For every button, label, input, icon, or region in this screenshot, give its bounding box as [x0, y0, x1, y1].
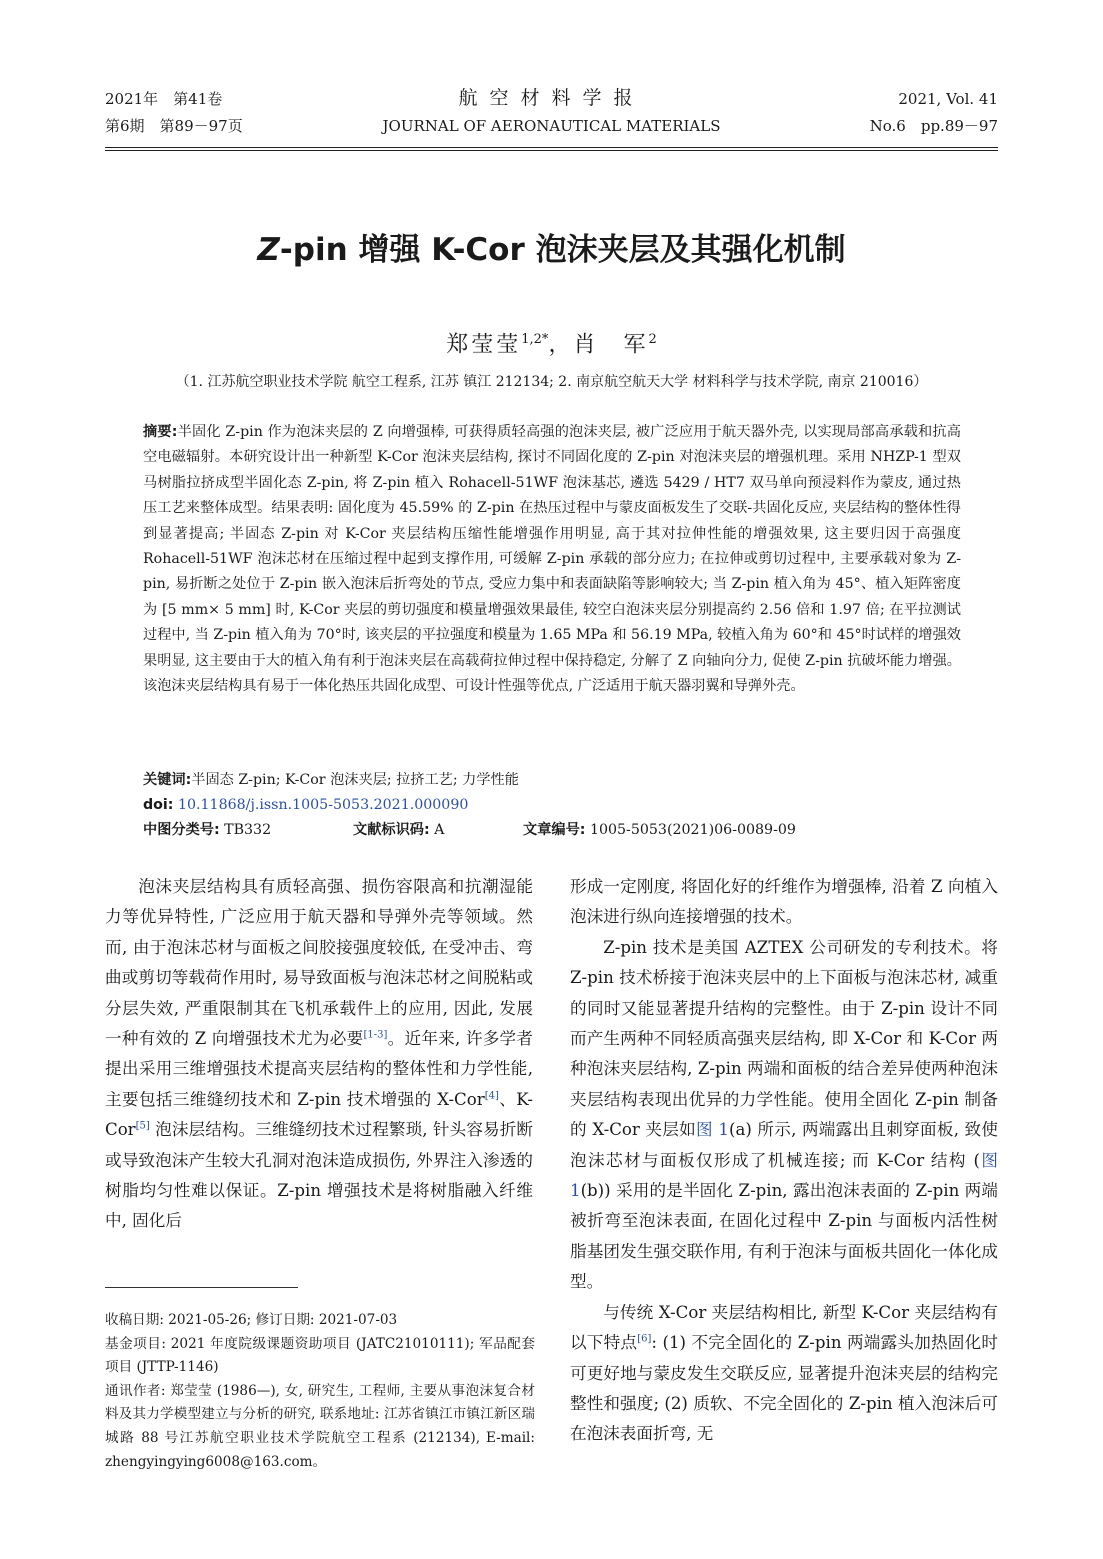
header-volume: 2021年 第41卷	[105, 90, 223, 108]
para3-text-b: : (1) 不完全固化的 Z-pin 两端露头加热固化时可更好地与蒙皮发生交联反应, 显著提升泡沫夹层的结构完整性和强度; (2) 质软、不完全固化的 Z-pin 植入泡沫后可在泡沫表面折弯, 无	[570, 1333, 999, 1444]
article-number-label: 文章编号:	[523, 822, 586, 838]
doc-code-value: A	[434, 822, 445, 838]
keywords-text: 半固态 Z-pin; K-Cor 泡沫夹层; 拉挤工艺; 力学性能	[191, 772, 519, 788]
keywords-block	[143, 768, 961, 843]
intro-paragraph-3	[570, 1298, 998, 1450]
title-text: -pin 增强 K-Cor 泡沫夹层及其强化机制	[279, 232, 846, 268]
article-number-value: 1005-5053(2021)06-0089-09	[589, 822, 796, 838]
abstract-label: 摘要:	[143, 424, 178, 440]
doi-label: doi:	[143, 797, 174, 813]
figure-1-link[interactable]: 图 1	[696, 1120, 729, 1140]
author-name-2: 肖 军	[573, 332, 649, 358]
header-year-volume: 2021, Vol. 41	[898, 90, 998, 108]
intro-text-d: 泡沫层结构。三维缝纫技术过程繁琐, 针头容易折断或导致泡沫产生较大孔洞对泡沫造成损伤, 外界注入渗透的树脂均匀性难以保证。Z-pin 增强技术是将树脂融入纤维中, 固化后	[105, 1120, 533, 1231]
author-name-1: 郑莹莹	[446, 332, 522, 358]
citation-1-3[interactable]: [1-3]	[363, 1029, 388, 1041]
intro-text-b: 。近年来, 许多学者提出采用三维增强技术提高夹层结构的整体性和力学性能, 主要包括三维缝纫技术和 Z-pin 技术增强的 X-Cor	[105, 1029, 533, 1109]
header-issue-pages: 第6期 第89－97页	[105, 117, 243, 135]
header-rule-top	[105, 147, 998, 148]
author-2-affiliation: 2	[648, 332, 657, 347]
affiliations: （1. 江苏航空职业技术学院 航空工程系, 江苏 镇江 212134; 2. 南京航空航天大学 材料科学与技术学院, 南京 210016）	[175, 374, 928, 390]
clc-value: TB332	[224, 822, 272, 838]
keywords-label: 关键词:	[143, 772, 192, 788]
abstract	[143, 420, 961, 699]
para3-text-a: 与传统 X-Cor 夹层结构相比, 新型 K-Cor 夹层结构有以下特点	[570, 1302, 998, 1353]
abstract-text: 半固化 Z-pin 作为泡沫夹层的 Z 向增强棒, 可获得质轻高强的泡沫夹层, 被广泛应用于航天器外壳, 以实现局部高承载和抗高空电磁辐射。本研究设计出一种新型 K-Cor 泡沫夹层结构, 探讨不同固化度的 Z-pin 对泡沫夹层的增强机理。采用 NHZP-1 型双马树脂拉挤成型半固化态 Z-pin, 将 Z-pin 植入 Rohacell-51WF 泡沫基芯, 遴选 5429 / HT7 双马单向预浸料作为蒙皮, 通过热压工艺来整体成型。结果表明: 固化度为 45.59% 的 Z-pin 在热压过程中与蒙皮面板发生了交联-共固化反应, 夹层结构的整体性得到显著提高; 半固态 Z-pin 对 K-Cor 夹层结构压缩性能增强作用明显, 高于其对拉伸性能的增强效果, 这主要归因于高强度 Rohacell-51WF 泡沫芯材在压缩过程中起到支撑作用, 可缓解 Z-pin 承载的部分应力; 在拉伸或剪切过程中, 主要承载对象为 Z-pin, 易折断之处位于 Z-pin 嵌入泡沫后折弯处的节点, 受应力集中和表面缺陷等影响较大; 当 Z-pin 植入角为 45°、植入矩阵密度为 [5 mm× 5 mm] 时, K-Cor 夹层的剪切强度和模量增强效果最佳, 较空白泡沫夹层分别提高约 2.56 倍和 1.97 倍; 在平拉测试过程中, 当 Z-pin 植入角为 70°时, 该夹层的平拉强度和模量为 1.65 MPa 和 56.19 MPa, 较植入角为 60°和 45°时试样的增强效果明显, 这主要由于大的植入角有利于泡沫夹层在高载荷拉伸过程中保持稳定, 分解了 Z 向轴向分力, 促使 Z-pin 抗破坏能力增强。该泡沫夹层结构具有易于一体化热压共固化成型、可设计性强等优点, 广泛适用于航天器羽翼和导弹外壳。	[143, 424, 961, 695]
title-italic-prefix: Z	[257, 232, 280, 268]
journal-title-en: JOURNAL OF AERONAUTICAL MATERIALS	[382, 117, 721, 135]
footnote-fund: 基金项目: 2021 年度院级课题资助项目 (JATC21010111); 军品配套项目 (JTTP-1146)	[105, 1335, 535, 1376]
author-list	[0, 322, 1103, 363]
intro-paragraph-1	[105, 872, 533, 1237]
footnote-received: 收稿日期: 2021-05-26; 修订日期: 2021-07-03	[105, 1312, 398, 1328]
intro-paragraph-1-cont: 形成一定刚度, 将固化好的纤维作为增强棒, 沿着 Z 向植入泡沫进行纵向连接增强的技术。	[570, 877, 998, 927]
doc-code-label: 文献标识码:	[353, 822, 430, 838]
article-number-field	[523, 818, 796, 843]
citation-4[interactable]: [4]	[484, 1090, 499, 1102]
intro-text-c: 、K-Cor	[105, 1089, 534, 1140]
clc-field	[143, 818, 353, 843]
paper-title	[0, 226, 1103, 274]
footnote	[105, 1309, 535, 1474]
author-1-affiliation: 1,2*	[521, 332, 549, 347]
journal-title-cn: 航空材料学报	[458, 87, 645, 109]
footnote-rule	[105, 1287, 298, 1288]
doc-code-field	[353, 818, 523, 843]
para2-text-b: (a) 所示, 两端露出且刺穿面板, 致使泡沫芯材与面板仅形成了机械连接; 而 K-Cor 结构 (	[570, 1120, 999, 1170]
keywords-line	[143, 768, 961, 793]
citation-6[interactable]: [6]	[637, 1333, 652, 1345]
intro-paragraph-2	[570, 933, 998, 1298]
figure-1-link-2[interactable]: 图 1	[570, 1150, 999, 1201]
intro-text-a: 泡沫夹层结构具有质轻高强、损伤容限高和抗潮湿能力等优异特性, 广泛应用于航天器和导弹外壳等领域。然而, 由于泡沫芯材与面板之间胶接强度较低, 在受冲击、弯曲或剪切等载荷作用时, 易导致面板与泡沫芯材之间脱粘或分层失效, 严重限制其在飞机承载件上的应用, 因此, 发展一种有效的 Z 向增强技术尤为必要	[105, 877, 533, 1049]
doi-link[interactable]: 10.11868/j.issn.1005-5053.2021.000090	[177, 797, 469, 813]
header-rule-bottom	[105, 150, 998, 151]
footnote-corresponding: 通讯作者: 郑莹莹 (1986—), 女, 研究生, 工程师, 主要从事泡沫复合材料及其力学模型建立与分析的研究, 联系地址: 江苏省镇江市镇江新区瑞城路 88 号江苏航空职业技术学院航空工程系 (212134), E-mail: zhengyingying6008@163.com。	[105, 1382, 535, 1470]
header-number-pages: No.6 pp.89－97	[869, 117, 998, 135]
clc-label: 中图分类号:	[143, 822, 220, 838]
para2-text-c: (b)) 采用的是半固化 Z-pin, 露出泡沫表面的 Z-pin 两端被折弯至泡沫表面, 在固化过程中 Z-pin 与面板内活性树脂基团发生强交联作用, 有利于泡沫与面板共固化一体化成型。	[570, 1181, 998, 1292]
body-column-right	[570, 872, 998, 1450]
body-column-left	[105, 872, 533, 1237]
citation-5[interactable]: [5]	[135, 1120, 150, 1132]
author-separator: ，	[548, 332, 574, 358]
doi-line	[143, 793, 961, 818]
para2-text-a: Z-pin 技术是美国 AZTEX 公司研发的专利技术。将 Z-pin 技术桥接于泡沫夹层中的上下面板与泡沫芯材, 减重的同时又能显著提升结构的完整性。由于 Z-pin 设计不同而产生两种不同轻质高强夹层结构, 即 X-Cor 和 K-Cor 两种泡沫夹层结构, Z-pin 两端和面板的结合差异使两种泡沫夹层结构表现出优异的力学性能。使用全固化 Z-pin 制备的 X-Cor 夹层如	[570, 937, 998, 1140]
classification-line	[143, 818, 961, 843]
